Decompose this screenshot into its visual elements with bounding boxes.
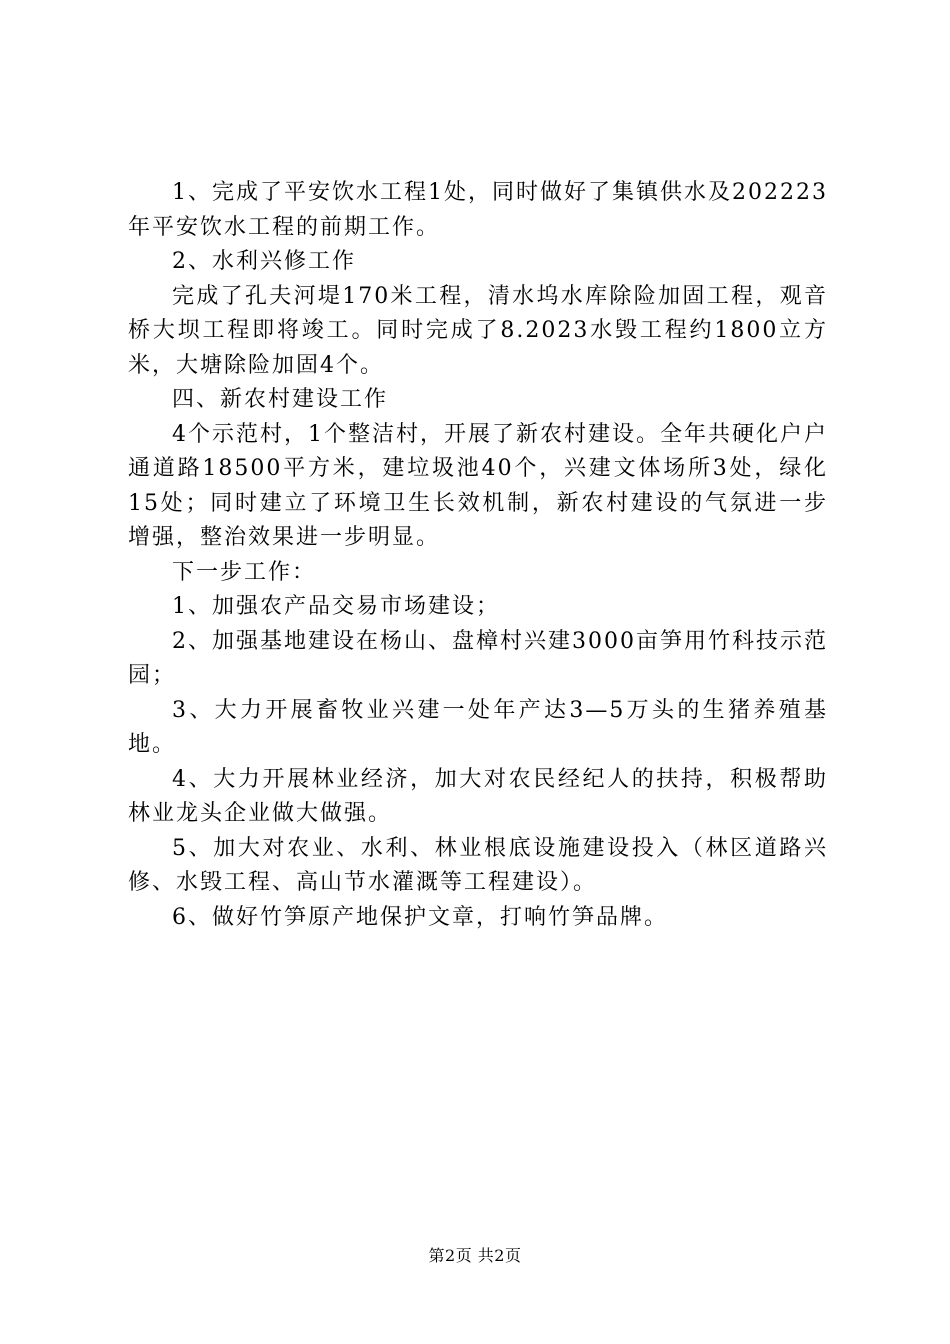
paragraph-next-step-2: 2、加强基地建设在杨山、盘樟村兴建3000亩笋用竹科技示范园； [128, 628, 828, 688]
paragraph-new-countryside-heading: 四、新农村建设工作 [172, 387, 389, 412]
paragraph-new-countryside-details: 4个示范村，1个整洁村，开展了新农村建设。全年共硬化户户通道路18500平方米，建垃圾池40个，兴建文体场所3处，绿化15处；同时建立了环境卫生长效机制，新农村建设的气氛进一步增强，整治效果进一步明显。 [128, 421, 828, 550]
page-footer: 第2页 共2页 [428, 1246, 522, 1265]
paragraph-water-conservancy-details: 完成了孔夫河堤170米工程，清水坞水库除险加固工程，观音桥大坝工程即将竣工。同时完成了8.2023水毁工程约1800立方米，大塘除险加固4个。 [128, 283, 828, 378]
paragraph-next-step-6: 6、做好竹笋原产地保护文章，打响竹笋品牌。 [172, 904, 668, 930]
paragraph-next-step-3: 3、大力开展畜牧业兴建一处年产达3—5万头的生猪养殖基地。 [128, 697, 828, 757]
paragraph-next-steps-heading: 下一步工作： [172, 559, 317, 585]
paragraph-next-step-1: 1、加强农产品交易市场建设； [172, 594, 500, 619]
paragraph-next-step-5: 5、加大对农业、水利、林业根底设施建设投入（林区道路兴修、水毁工程、高山节水灌溉等工程建设）。 [128, 835, 828, 895]
document-body [128, 176, 828, 935]
paragraph-safe-drinking-water: 1、完成了平安饮水工程1处，同时做好了集镇供水及202223年平安饮水工程的前期工作。 [128, 180, 828, 240]
paragraph-water-conservancy-heading: 2、水利兴修工作 [172, 249, 356, 274]
paragraph-next-step-4: 4、大力开展林业经济，加大对农民经纪人的扶持，积极帮助林业龙头企业做大做强。 [128, 766, 828, 826]
